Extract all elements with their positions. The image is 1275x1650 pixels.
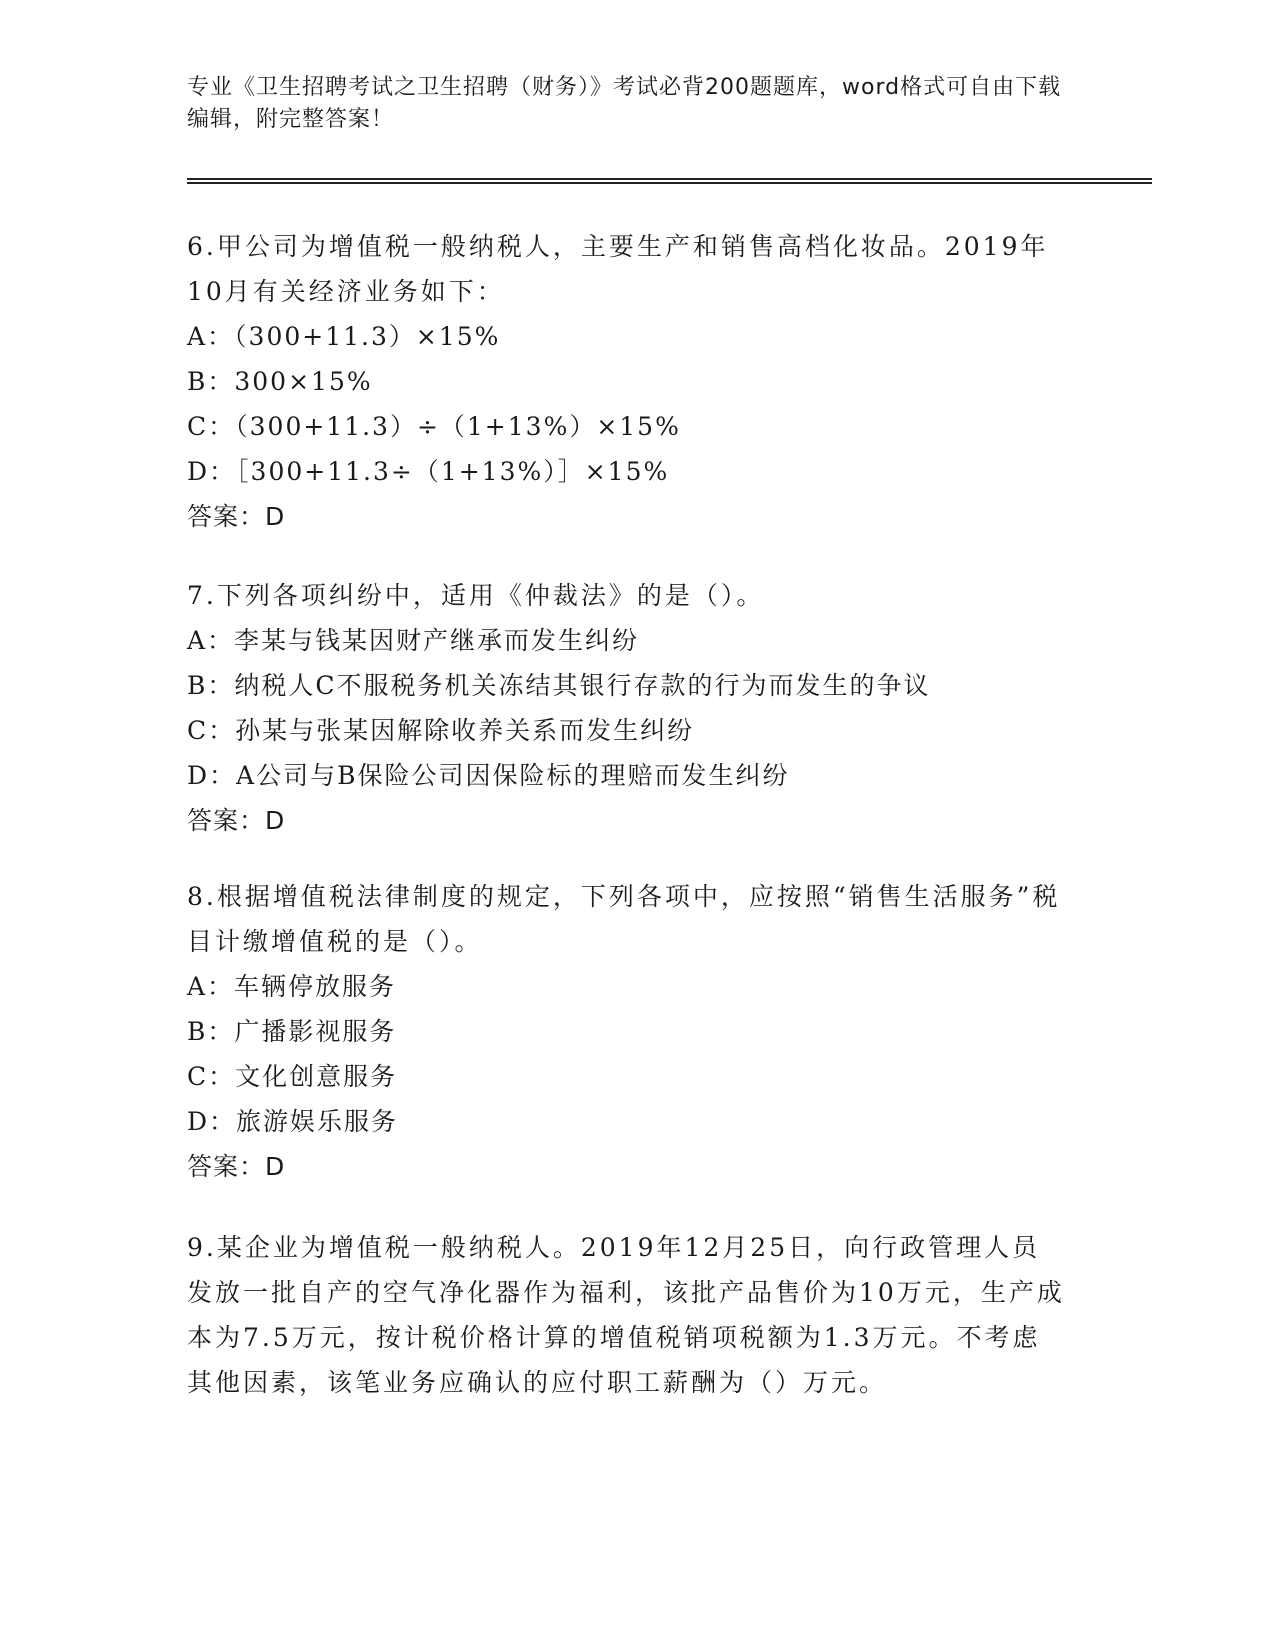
question-stem: 9.某企业为增值税一般纳税人。2019年12月25日，向行政管理人员发放一批自产的空气净化器作为福利，该批产品售价为10万元，生产成本为7.5万元，按计税价格计算的增值税销项税额为1.3万元。不考虑其他因素，该笔业务应确认的应付职工薪酬为（）万元。 [187,1233,1065,1397]
option-c: C：（300+11.3）÷（1+13%）×15% [187,412,681,441]
option-d: D：［300+11.3÷（1+13%）］×15% [187,457,670,486]
question-stem: 7.下列各项纠纷中，适用《仲裁法》的是（）。 [187,581,765,610]
option-d: D：A公司与B保险公司因保险标的理赔而发生纠纷 [187,761,790,790]
question-6 [187,224,1067,539]
answer: 答案：D [187,502,286,531]
question-8 [187,874,1067,1189]
answer: 答案：D [187,806,286,835]
option-c: C：孙某与张某因解除收养关系而发生纠纷 [187,716,695,745]
question-stem: 8.根据增值税法律制度的规定，下列各项中，应按照“销售生活服务”税目计缴增值税的是（）。 [187,882,1061,956]
option-a: A：车辆停放服务 [187,972,397,1001]
question-7 [187,573,1067,843]
answer: 答案：D [187,1152,286,1181]
option-b: B：300×15% [187,367,373,396]
document-header-description: 专业《卫生招聘考试之卫生招聘（财务）》考试必背200题题库，word格式可自由下载编辑，附完整答案！ [187,75,1062,132]
option-b: B：广播影视服务 [187,1017,397,1046]
option-d: D：旅游娱乐服务 [187,1107,399,1136]
question-9 [187,1225,1067,1405]
header-divider [187,178,1152,184]
option-a: A：（300+11.3）×15% [187,322,501,351]
option-a: A：李某与钱某因财产继承而发生纠纷 [187,626,640,655]
option-c: C：文化创意服务 [187,1062,398,1091]
question-stem: 6.甲公司为增值税一般纳税人，主要生产和销售高档化妆品。2019年10月有关经济业务如下： [187,232,1049,306]
option-b: B：纳税人C不服税务机关冻结其银行存款的行为而发生的争议 [187,671,931,700]
